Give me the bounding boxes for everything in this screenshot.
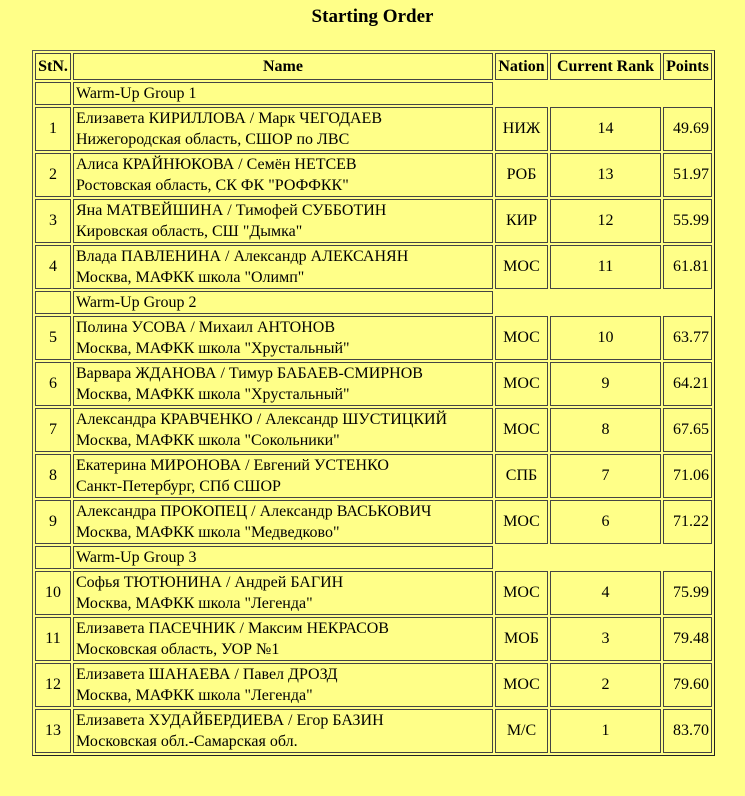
points-value: 83.70 [663,709,712,753]
pair-names: Яна МАТВЕЙШИНА / Тимофей СУББОТИН [76,202,387,219]
current-rank: 1 [550,709,661,753]
table-row [35,153,712,197]
nation-code: МОС [495,663,548,707]
group-label: Warm-Up Group 2 [73,291,493,314]
nation-code: РОБ [495,153,548,197]
nation-code: МОС [495,571,548,615]
pair-names: Варвара ЖДАНОВА / Тимур БАБАЕВ-СМИРНОВ [76,365,423,382]
name-cell [73,245,493,289]
club-name: Москва, МАФКК школа "Хрустальный" [76,386,350,403]
name-cell [73,500,493,544]
nation-code: МОС [495,362,548,406]
page-title: Starting Order [311,6,434,27]
current-rank: 8 [550,408,661,452]
pair-names: Полина УСОВА / Михаил АНТОНОВ [76,319,336,336]
pair-names: Елизавета КИРИЛЛОВА / Марк ЧЕГОДАЕВ [76,110,382,127]
club-name: Московская область, УОР №1 [76,641,280,658]
club-name: Москва, МАФКК школа "Медведково" [76,524,340,541]
pair-names: Елизавета ШАНАЕВА / Павел ДРОЗД [76,666,338,683]
table-row [35,362,712,406]
group-row [35,82,712,105]
points-value: 79.48 [663,617,712,661]
current-rank: 6 [550,500,661,544]
points-value: 67.65 [663,408,712,452]
table-row [35,663,712,707]
club-name: Москва, МАФКК школа "Хрустальный" [76,340,350,357]
start-number: 11 [35,617,71,661]
table-row [35,316,712,360]
current-rank: 13 [550,153,661,197]
name-cell [73,107,493,151]
points-value: 55.99 [663,199,712,243]
group-stn-cell [35,291,71,314]
name-cell [73,663,493,707]
current-rank: 10 [550,316,661,360]
club-name: Москва, МАФКК школа "Легенда" [76,687,313,704]
table-row [35,199,712,243]
current-rank: 11 [550,245,661,289]
name-cell [73,617,493,661]
current-rank: 14 [550,107,661,151]
points-value: 51.97 [663,153,712,197]
nation-code: МОС [495,500,548,544]
group-stn-cell [35,546,71,569]
start-number: 6 [35,362,71,406]
club-name: Нижегородская область, СШОР по ЛВС [76,131,350,148]
nation-code: МОБ [495,617,548,661]
start-number: 5 [35,316,71,360]
header-points: Points [663,53,712,80]
nation-code: МОС [495,408,548,452]
start-number: 1 [35,107,71,151]
pair-names: Александра ПРОКОПЕЦ / Александр ВАСЬКОВИЧ [76,503,432,520]
header-current-rank: Current Rank [550,53,661,80]
club-name: Москва, МАФКК школа "Олимп" [76,269,305,286]
table-row [35,617,712,661]
points-value: 63.77 [663,316,712,360]
club-name: Москва, МАФКК школа "Сокольники" [76,432,340,449]
nation-code: СПБ [495,454,548,498]
table-row [35,500,712,544]
name-cell [73,362,493,406]
table-row [35,245,712,289]
points-value: 75.99 [663,571,712,615]
nation-code: НИЖ [495,107,548,151]
group-row [35,291,712,314]
club-name: Московская обл.-Самарская обл. [76,733,298,750]
club-name: Санкт-Петербург, СПб СШОР [76,478,281,495]
table-row [35,709,712,753]
header-row [35,53,712,80]
start-number: 2 [35,153,71,197]
pair-names: Софья ТЮТЮНИНА / Андрей БАГИН [76,574,344,591]
starting-order-table [32,50,715,756]
name-cell [73,199,493,243]
name-cell [73,153,493,197]
name-cell [73,316,493,360]
points-value: 64.21 [663,362,712,406]
club-name: Кировская область, СШ "Дымка" [76,223,303,240]
start-number: 13 [35,709,71,753]
group-stn-cell [35,82,71,105]
current-rank: 9 [550,362,661,406]
name-cell [73,709,493,753]
group-row [35,546,712,569]
name-cell [73,571,493,615]
current-rank: 12 [550,199,661,243]
header-name: Name [73,53,493,80]
nation-code: КИР [495,199,548,243]
points-value: 49.69 [663,107,712,151]
pair-names: Александра КРАВЧЕНКО / Александр ШУСТИЦКИЙ [76,411,448,428]
pair-names: Влада ПАВЛЕНИНА / Александр АЛЕКСАНЯН [76,248,409,265]
table-body [35,82,712,753]
start-number: 8 [35,454,71,498]
nation-code: МОС [495,316,548,360]
current-rank: 2 [550,663,661,707]
group-label: Warm-Up Group 3 [73,546,493,569]
table-row [35,454,712,498]
points-value: 79.60 [663,663,712,707]
start-number: 7 [35,408,71,452]
group-blank-cell [495,291,712,314]
current-rank: 3 [550,617,661,661]
table-row [35,107,712,151]
pair-names: Екатерина МИРОНОВА / Евгений УСТЕНКО [76,457,389,474]
current-rank: 4 [550,571,661,615]
points-value: 71.22 [663,500,712,544]
table-row [35,571,712,615]
name-cell [73,454,493,498]
club-name: Ростовская область, СК ФК "РОФФКК" [76,177,349,194]
group-blank-cell [495,82,712,105]
pair-names: Алиса КРАЙНЮКОВА / Семён НЕТСЕВ [76,156,357,173]
pair-names: Елизавета ПАСЕЧНИК / Максим НЕКРАСОВ [76,620,389,637]
name-cell [73,408,493,452]
group-blank-cell [495,546,712,569]
start-number: 4 [35,245,71,289]
points-value: 71.06 [663,454,712,498]
table-row [35,408,712,452]
nation-code: М/С [495,709,548,753]
pair-names: Елизавета ХУДАЙБЕРДИЕВА / Егор БАЗИН [76,712,384,729]
start-number: 3 [35,199,71,243]
points-value: 61.81 [663,245,712,289]
group-label: Warm-Up Group 1 [73,82,493,105]
start-number: 10 [35,571,71,615]
header-stn: StN. [35,53,71,80]
header-nation: Nation [495,53,548,80]
start-number: 9 [35,500,71,544]
current-rank: 7 [550,454,661,498]
nation-code: МОС [495,245,548,289]
club-name: Москва, МАФКК школа "Легенда" [76,595,313,612]
start-number: 12 [35,663,71,707]
